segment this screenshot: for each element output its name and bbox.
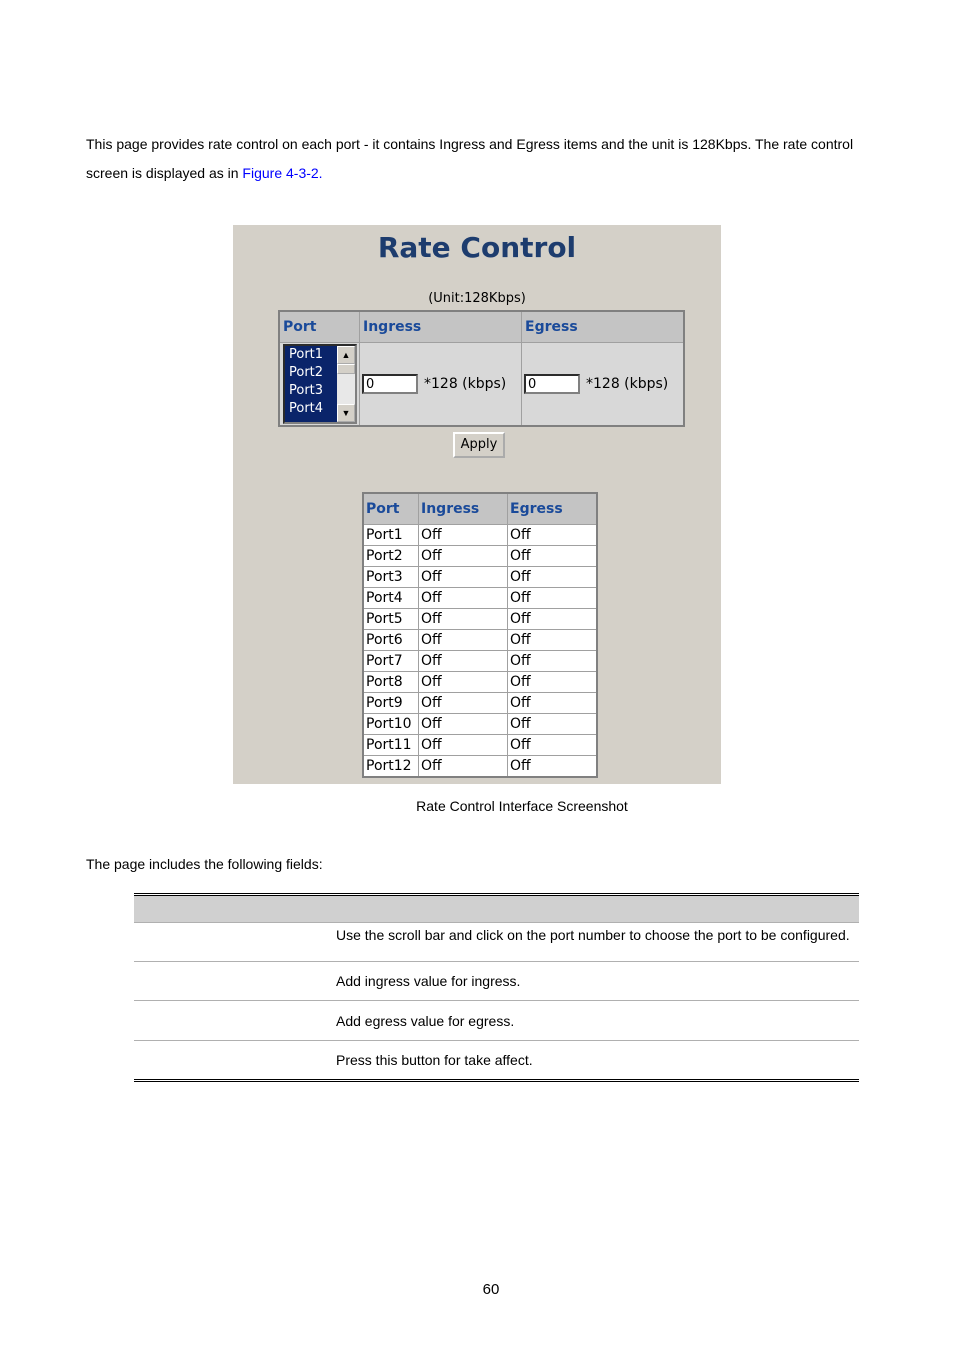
cell-ingress: Off	[419, 525, 508, 546]
cell-egress: Off	[508, 672, 598, 693]
cell-port: Port11	[363, 735, 419, 756]
port-option[interactable]: Port4	[289, 401, 324, 416]
cell-ingress: Off	[419, 651, 508, 672]
apply-button[interactable]: Apply	[453, 432, 505, 458]
cell-port: Port8	[363, 672, 419, 693]
status-header-egress: Egress	[508, 493, 598, 525]
table-row	[134, 923, 859, 962]
header-cell-object	[134, 895, 320, 923]
field-description: Add egress value for egress.	[336, 1001, 859, 1041]
header-cell-description	[336, 895, 859, 923]
cell-egress: Off	[508, 567, 598, 588]
header-ingress: Ingress	[360, 311, 522, 343]
cell-egress: Off	[508, 693, 598, 714]
fields-table	[134, 893, 859, 1082]
cell-port: Port5	[363, 609, 419, 630]
status-header-ingress: Ingress	[419, 493, 508, 525]
table-row	[363, 567, 597, 588]
unit-label: (Unit:128Kbps)	[428, 291, 526, 306]
port-option[interactable]: Port1	[289, 347, 324, 362]
field-object-cell	[134, 923, 320, 962]
ingress-cell	[360, 343, 522, 427]
page-number: 60	[482, 1281, 500, 1298]
field-description: Press this button for take affect.	[336, 1041, 859, 1081]
cell-ingress: Off	[419, 756, 508, 778]
header-cell-spacer	[320, 895, 336, 923]
rate-control-form	[278, 310, 685, 427]
cell-ingress: Off	[419, 588, 508, 609]
cell-egress: Off	[508, 546, 598, 567]
port-select-cell	[279, 343, 360, 427]
table-row	[363, 756, 597, 778]
cell-egress: Off	[508, 588, 598, 609]
cell-egress: Off	[508, 756, 598, 778]
cell-port: Port3	[363, 567, 419, 588]
table-row	[363, 693, 597, 714]
table-row	[363, 735, 597, 756]
figure-link[interactable]: Figure 4-3-2.	[242, 165, 323, 181]
port-listbox[interactable]	[283, 344, 357, 424]
cell-port: Port1	[363, 525, 419, 546]
egress-unit-label: *128 (kbps)	[586, 375, 669, 392]
fields-intro: The page includes the following fields:	[86, 856, 323, 872]
cell-egress: Off	[508, 630, 598, 651]
field-object-cell	[134, 1001, 320, 1041]
cell-ingress: Off	[419, 735, 508, 756]
scroll-down-icon[interactable]: ▼	[337, 404, 355, 422]
field-description: Add ingress value for ingress.	[336, 962, 859, 1001]
cell-egress: Off	[508, 714, 598, 735]
cell-port: Port4	[363, 588, 419, 609]
port-option[interactable]: Port2	[289, 365, 324, 380]
cell-ingress: Off	[419, 609, 508, 630]
scroll-thumb[interactable]	[337, 364, 355, 374]
egress-input[interactable]	[524, 374, 580, 394]
table-row	[134, 962, 859, 1001]
field-description: Use the scroll bar and click on the port number to choose the port to be configured.	[336, 923, 859, 962]
intro-text: This page provides rate control on each port - it contains Ingress and Egress items and the unit is 128Kbps. The rate control screen is displayed as in	[86, 136, 854, 181]
cell-egress: Off	[508, 651, 598, 672]
field-spacer-cell	[320, 923, 336, 962]
field-spacer-cell	[320, 1001, 336, 1041]
cell-egress: Off	[508, 735, 598, 756]
rate-control-screenshot	[233, 225, 721, 784]
cell-ingress: Off	[419, 630, 508, 651]
rate-status-table	[362, 492, 598, 778]
screenshot-title: Rate Control	[377, 231, 577, 264]
intro-paragraph	[86, 130, 886, 188]
cell-ingress: Off	[419, 567, 508, 588]
cell-port: Port9	[363, 693, 419, 714]
egress-cell	[522, 343, 685, 427]
listbox-scrollbar[interactable]	[337, 346, 355, 422]
cell-ingress: Off	[419, 714, 508, 735]
table-row	[363, 651, 597, 672]
cell-egress: Off	[508, 525, 598, 546]
field-spacer-cell	[320, 1041, 336, 1081]
field-spacer-cell	[320, 962, 336, 1001]
cell-ingress: Off	[419, 546, 508, 567]
status-header-port: Port	[363, 493, 419, 525]
table-row	[363, 609, 597, 630]
table-row	[363, 588, 597, 609]
cell-ingress: Off	[419, 672, 508, 693]
table-row	[134, 1041, 859, 1081]
port-option[interactable]: Port3	[289, 383, 324, 398]
ingress-unit-label: *128 (kbps)	[424, 375, 507, 392]
table-row	[363, 672, 597, 693]
cell-port: Port10	[363, 714, 419, 735]
cell-port: Port7	[363, 651, 419, 672]
table-row	[363, 714, 597, 735]
field-object-cell	[134, 1041, 320, 1081]
field-object-cell	[134, 962, 320, 1001]
cell-port: Port2	[363, 546, 419, 567]
scroll-up-icon[interactable]: ▲	[337, 346, 355, 364]
table-row	[134, 1001, 859, 1041]
table-row	[363, 546, 597, 567]
cell-ingress: Off	[419, 693, 508, 714]
fields-table-header	[134, 895, 859, 923]
ingress-input[interactable]	[362, 374, 418, 394]
header-port: Port	[279, 311, 360, 343]
cell-port: Port12	[363, 756, 419, 778]
table-row	[363, 525, 597, 546]
table-row	[363, 630, 597, 651]
cell-port: Port6	[363, 630, 419, 651]
header-egress: Egress	[522, 311, 685, 343]
cell-egress: Off	[508, 609, 598, 630]
figure-caption: Rate Control Interface Screenshot	[416, 798, 628, 814]
